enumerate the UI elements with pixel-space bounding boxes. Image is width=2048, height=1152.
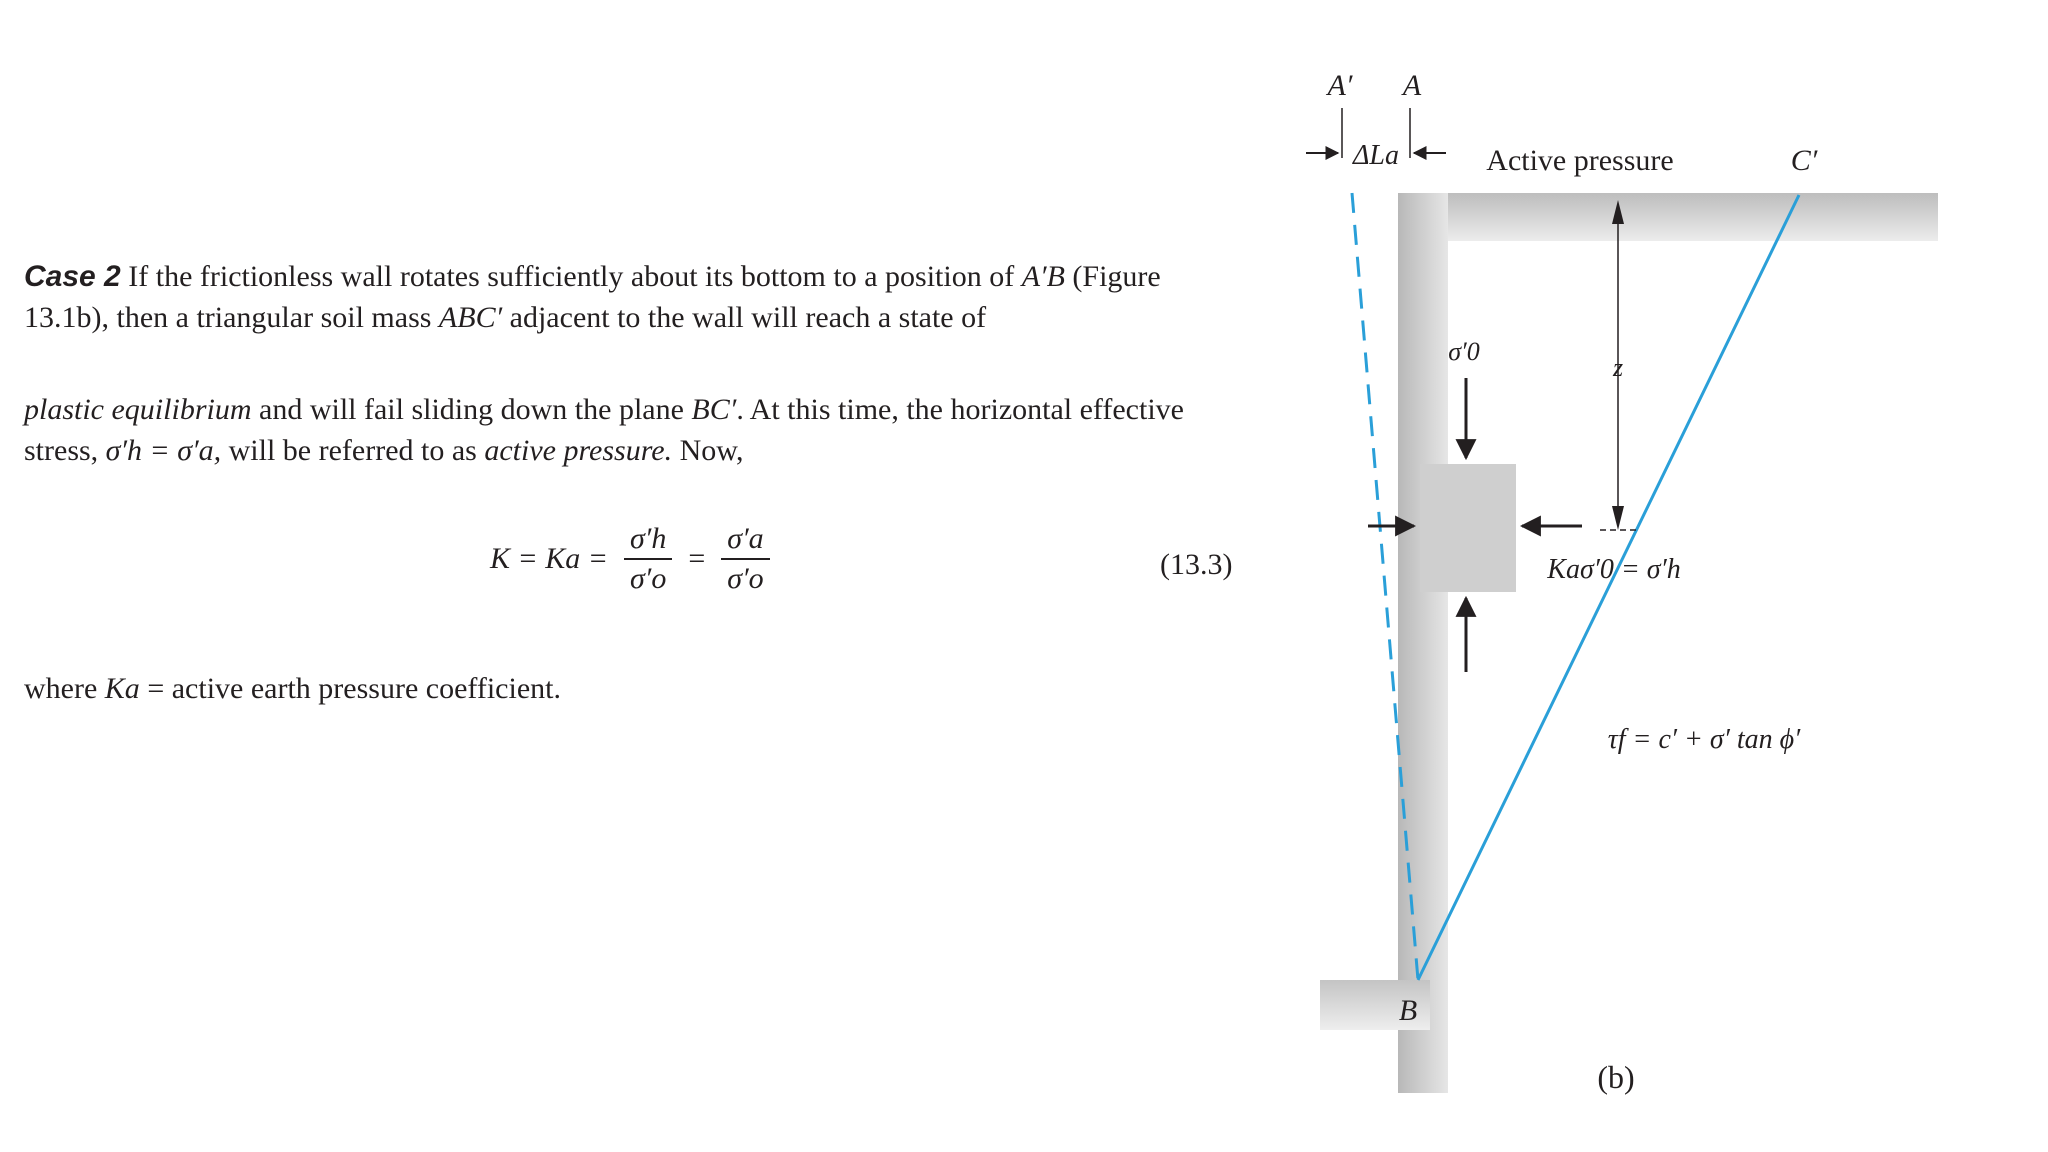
p2-text-e: Now, [679,434,744,467]
paragraph-where [24,668,1024,709]
soil-element [1420,464,1516,592]
eq-fraction-1 [624,522,672,596]
wall-body [1398,193,1448,1093]
label-c-prime: C′ [1790,144,1818,177]
label-a: A [1402,69,1422,102]
p1-text-c: adjacent to the wall will reach a state of [509,301,987,334]
label-a-prime: A′ [1327,69,1353,102]
eq-den-1: σ′o [624,558,672,596]
p2-plastic-equilibrium: plastic equilibrium [24,393,252,426]
paragraph-active-pressure [24,389,1244,471]
label-active-pressure: Active pressure [1486,144,1674,177]
eq-den-2: σ′o [721,558,769,596]
label-z: z [1612,353,1624,382]
p1-soil-mass: ABC′ [438,301,503,334]
label-shear-strength: τf = c′ + σ′ tan ϕ′ [1607,724,1801,755]
p2-text-b: and will fail sliding down the plane [259,393,684,426]
label-ka-equation: Kaσ′0 = σ′h [1547,554,1681,585]
p2-text-d: will be referred to as [228,434,477,467]
case-label: Case 2 [24,260,121,293]
p1-position: A′B [1021,260,1065,293]
p2-stress: σ′h = σ′a, [105,434,222,467]
p1-text-b: (Figure 13.1b), then a triangular soil mass [24,260,1161,334]
eq-lhs: K = Ka = [490,542,609,575]
ground-surface [1398,193,1938,241]
p2-text-c: . At this time, the horizontal effective stress, [24,393,1184,467]
p3-text-a: where [24,672,98,705]
equation-13-3 [490,522,776,596]
eq-equals: = [688,542,706,575]
paragraph-case-2 [24,256,1244,338]
figure-13-1b [1300,60,1940,1120]
p3-ka: Ka [104,672,140,705]
figure-caption: (b) [1597,1059,1635,1095]
p2-plane: BC′ [691,393,737,426]
p2-active-pressure: active pressure. [484,434,673,467]
p3-text-b: = active earth pressure coefficient. [147,672,561,705]
label-sigma-o: σ′0 [1448,337,1480,366]
label-b: B [1398,994,1418,1027]
label-delta-la: ΔLa [1352,140,1400,171]
p1-text-a: If the frictionless wall rotates sufficiently about its bottom to a position of [128,260,1015,293]
eq-fraction-2 [721,522,769,596]
equation-number: (13.3) [1160,548,1233,581]
depth-arrow-bottom [1612,506,1624,530]
eq-num-1: σ′h [630,522,667,555]
eq-num-2: σ′a [727,522,764,555]
